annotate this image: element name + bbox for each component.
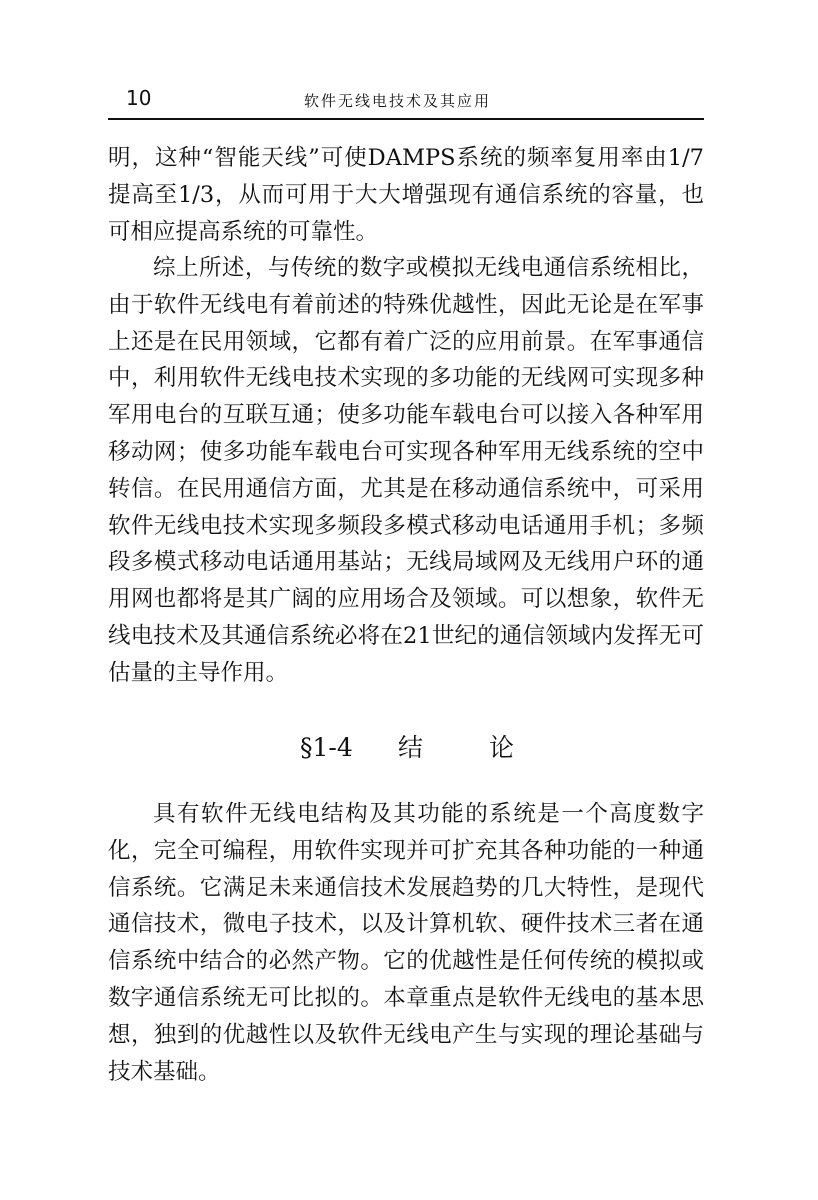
page-header <box>108 86 704 116</box>
paragraph-2: 综上所述，与传统的数字或模拟无线电通信系统相比，由于软件无线电有着前述的特殊优越性，因此无论是在军事上还是在民用领域，它都有着广泛的应用前景。在军事通信中，利用软件无线电技术实现的多功能的无线网可实现多种军用电台的互联互通；使多功能车载电台可以接入各种军用移动网；使多功能车载电台可实现各种军用无线系统的空中转信。在民用通信方面，尤其是在移动通信系统中，可采用软件无线电技术实现多频段多模式移动电话通用手机；多频段多模式移动电话通用基站；无线局域网及无线用户环的通用网也都将是其广阔的应用场合及领域。可以想象，软件无线电技术及其通信系统必将在21世纪的通信领域内发挥无可估量的主导作用。 <box>108 255 704 686</box>
paragraph-1: 明，这种“智能天线”可使DAMPS系统的频率复用率由1/7提高至1/3，从而可用于大大增强现有通信系统的容量，也可相应提高系统的可靠性。 <box>108 145 704 245</box>
section-number: §1-4 <box>300 733 353 762</box>
running-title: 软件无线电技术及其应用 <box>304 92 492 110</box>
header-rule <box>108 118 704 120</box>
paragraph-3: 具有软件无线电结构及其功能的系统是一个高度数字化，完全可编程，用软件实现并可扩充其各种功能的一种通信系统。它满足未来通信技术发展趋势的几大特性，是现代通信技术，微电子技术，以及计算机软、硬件技术三者在通信系统中结合的必然产物。它的优越性是任何传统的模拟或数字通信系统无可比拟的。本章重点是软件无线电的基本思想，独到的优越性以及软件无线电产生与实现的理论基础与技术基础。 <box>108 801 704 1085</box>
page-number: 10 <box>126 86 152 110</box>
section-title: 结论 <box>398 733 581 762</box>
